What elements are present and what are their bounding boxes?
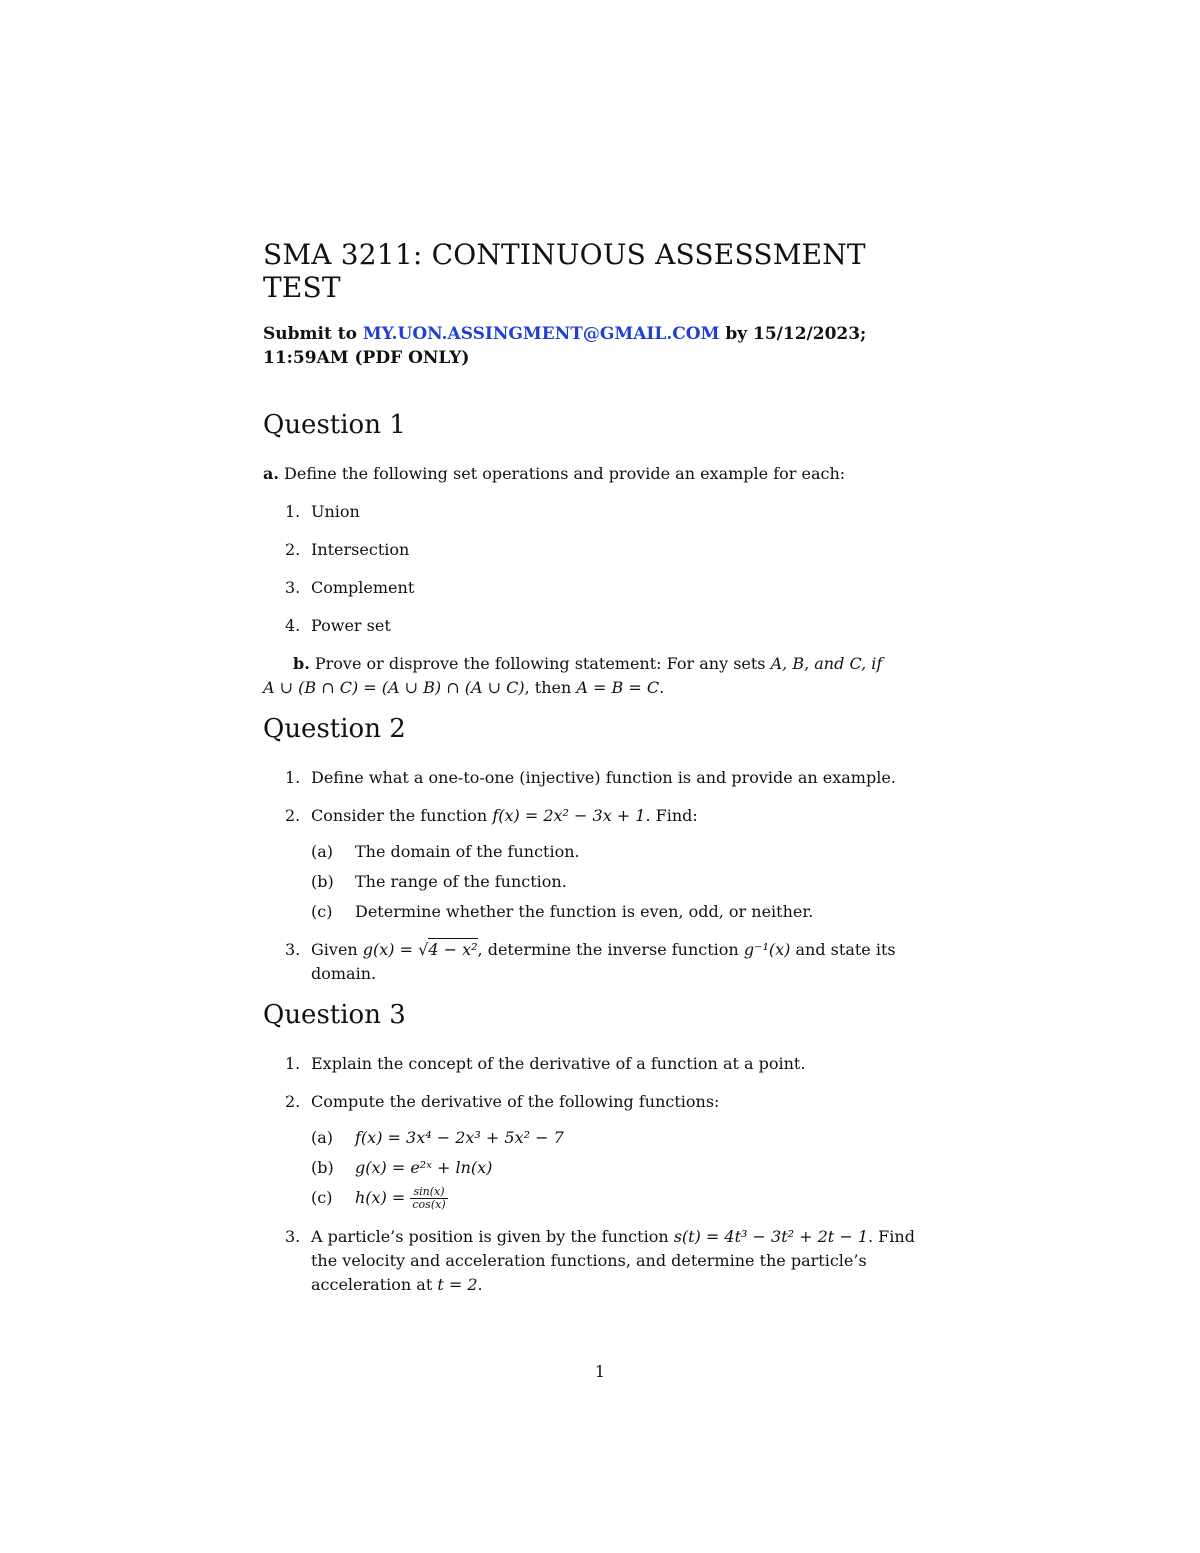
page-number: 1 xyxy=(594,1362,606,1381)
q2-list xyxy=(263,766,943,986)
page-title: SMA 3211: CONTINUOUS ASSESSMENT TEST xyxy=(263,238,866,304)
q2-function: f(x) = 2x² − 3x + 1 xyxy=(492,806,646,825)
q1-sets: A, B, and C, if xyxy=(770,654,883,673)
document-content xyxy=(263,238,943,1311)
question-2-heading: Question 2 xyxy=(263,714,406,744)
list-item: (c) h(x) = $\frac{\sin(x)}{\cos(x)}$ xyxy=(311,1185,446,1211)
question-2 xyxy=(263,714,943,986)
q2-radicand: 4 − x² xyxy=(428,940,478,959)
list-item: (c) Determine whether the function is even, odd, or neither. xyxy=(311,902,814,921)
submission-instructions xyxy=(263,322,943,370)
list-item: 3. Given g(x) = √4 − x², determine the inverse function g⁻¹(x) and state its domain. xyxy=(285,940,896,983)
list-item: 2. Compute the derivative of the following functions: (a) f(x) = 3x⁴ − 2x³ + 5x² − 7 (b) g(x) = e²ˣ + ln(x) (c) h(x) = $\frac{\sin(x)}{\cos(x)}$ xyxy=(263,1090,943,1211)
list-item: 3. Complement xyxy=(285,578,415,597)
q2-g-function: g(x) = √ xyxy=(362,940,429,959)
q2-sublist xyxy=(311,840,943,924)
q1-distributive-identity: A ∪ (B ∩ C) = (A ∪ B) ∩ (A ∪ C) xyxy=(263,678,525,697)
list-item: (b) g(x) = e²ˣ + ln(x) xyxy=(311,1158,493,1177)
list-item: 2. Consider the function f(x) = 2x² − 3x + 1. Find: (a) The domain of the function. (b) The range of the function. (c) Determine whether the function is even, odd, or neither. xyxy=(263,804,943,924)
submit-deadline: by 15/12/2023; xyxy=(719,324,867,344)
list-item: 1. Define what a one-to-one (injective) function is and provide an example. xyxy=(285,768,896,787)
q3-list xyxy=(263,1052,943,1297)
submit-prefix: Submit to xyxy=(263,324,363,344)
q2-inverse: g⁻¹(x) xyxy=(743,940,791,959)
submit-email-link[interactable]: MY.UON.ASSINGMENT@GMAIL.COM xyxy=(362,324,720,344)
q1-set-operations-list xyxy=(263,500,943,638)
q3-fraction: $\frac{\sin(x)}{\cos(x)}$ xyxy=(412,1185,446,1211)
q1-part-a xyxy=(263,462,943,486)
list-item: (b) The range of the function. xyxy=(311,872,567,891)
q3-sublist xyxy=(311,1126,943,1211)
list-item: 2. Intersection xyxy=(285,540,410,559)
list-item: (a) The domain of the function. xyxy=(311,842,580,861)
list-item: 1. Explain the concept of the derivative of a function at a point. xyxy=(285,1054,806,1073)
question-3-heading: Question 3 xyxy=(263,1000,406,1030)
submit-time: 11:59AM (PDF ONLY) xyxy=(263,348,470,368)
q1-conclusion: A = B = C xyxy=(576,678,660,697)
q1-part-a-text: Define the following set operations and provide an example for each: xyxy=(278,464,846,483)
list-item: 4. Power set xyxy=(285,616,391,635)
q3-time-value: t = 2 xyxy=(437,1275,478,1294)
q1-part-b: b. Prove or disprove the following statement: For any sets A, B, and C, if A ∪ (B ∩ C) = (A ∪ B) ∩ (A ∪ C), then A = B = C. xyxy=(263,654,883,697)
question-1 xyxy=(263,410,943,700)
list-item: (a) f(x) = 3x⁴ − 2x³ + 5x² − 7 xyxy=(311,1128,564,1147)
question-1-heading: Question 1 xyxy=(263,410,406,440)
q3-position-function: s(t) = 4t³ − 3t² + 2t − 1 xyxy=(673,1227,868,1246)
list-item: 1. Union xyxy=(285,502,360,521)
list-item: 3. A particle’s position is given by the function s(t) = 4t³ − 3t² + 2t − 1. Find the velocity and acceleration functions, and determine the particle’s acceleration at t = 2. xyxy=(285,1227,915,1294)
q1-part-a-label: a. xyxy=(263,464,279,483)
q1-part-b-label: b. xyxy=(293,654,310,673)
question-3 xyxy=(263,1000,943,1297)
